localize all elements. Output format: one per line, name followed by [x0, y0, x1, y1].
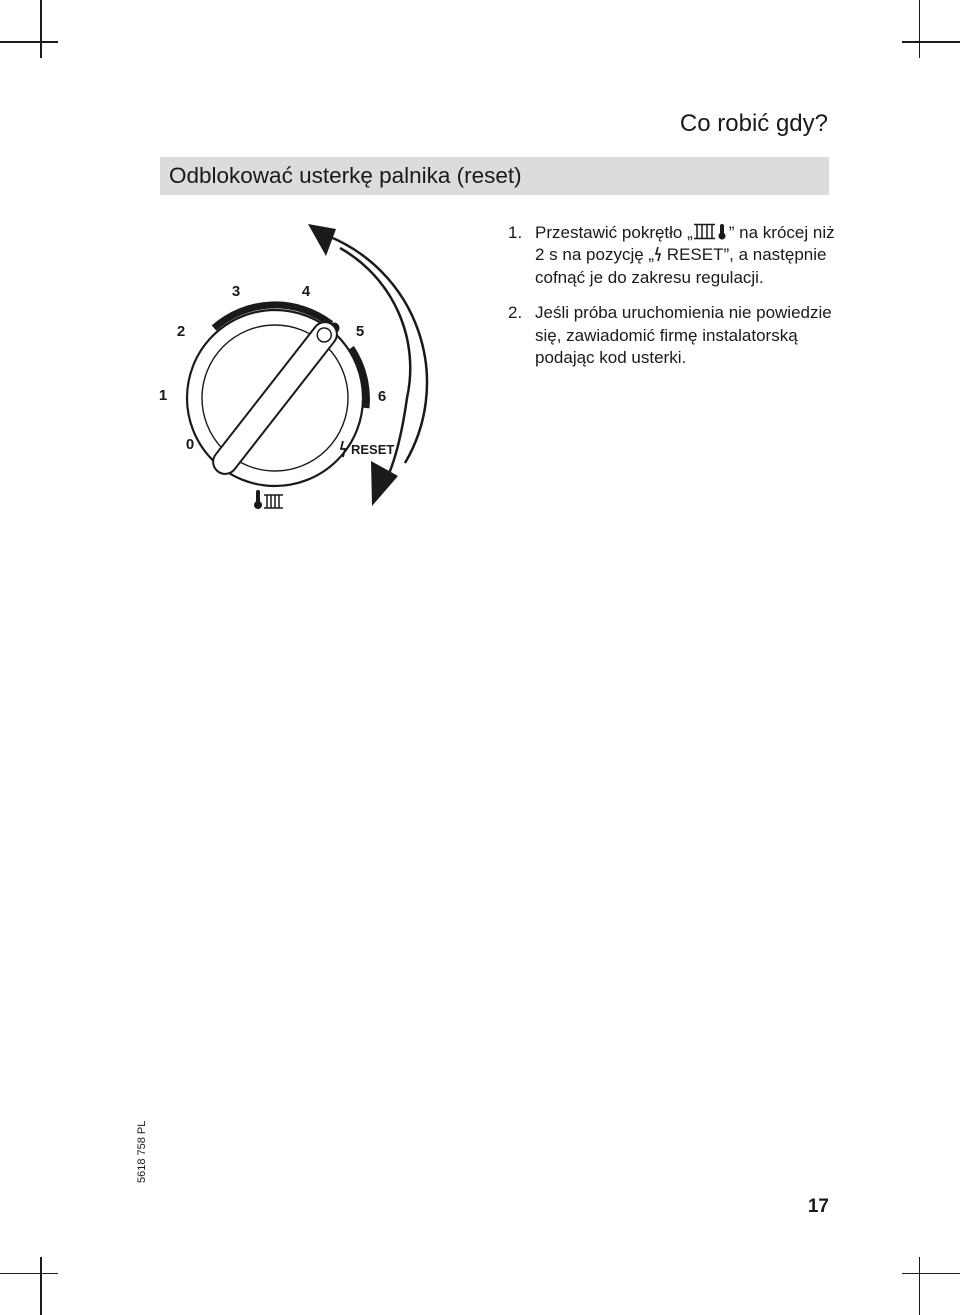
step-text-part: ” na krócej niż 2 s na pozycję „ — [535, 223, 835, 265]
return-arrow-icon — [371, 461, 398, 506]
section-title: Co robić gdy? — [679, 110, 828, 137]
step-number: 1. — [508, 223, 523, 242]
dial-label-0: 0 — [185, 436, 195, 453]
step-text-part: RESET”, a następnie cofnąć je do zakresu regulacji. — [535, 245, 827, 287]
crop-mark — [40, 1257, 42, 1315]
dial-label-4: 4 — [301, 283, 311, 300]
step-text-part: Przestawić pokrętło „ — [535, 223, 693, 242]
step-text: Jeśli próba uruchomienia nie powiedzie się, zawiadomić firmę instalatorską podając kod usterki. — [535, 303, 832, 368]
dial-figure — [150, 218, 450, 523]
crop-mark — [902, 41, 960, 43]
thermometer-icon — [254, 490, 262, 509]
radiator-icon — [264, 495, 283, 508]
dial-label-2: 2 — [176, 323, 186, 340]
reset-range-arc — [351, 348, 366, 408]
dial-illustration — [150, 218, 450, 518]
rotation-arrow-line — [328, 236, 427, 463]
rotation-arrow-icon — [308, 224, 336, 256]
instruction-step — [508, 302, 838, 369]
step-text — [535, 222, 838, 289]
crop-mark — [919, 0, 921, 58]
header-bar — [160, 157, 829, 195]
crop-mark — [0, 1273, 58, 1275]
page-number: 17 — [807, 1196, 829, 1217]
dial-label-1: 1 — [158, 387, 168, 404]
document-code: 5618 758 PL — [136, 1120, 148, 1183]
instruction-step — [508, 222, 838, 289]
crop-mark — [0, 41, 58, 43]
crop-mark — [919, 1257, 921, 1315]
dial-label-6: 6 — [377, 388, 387, 405]
dial-label-3: 3 — [231, 283, 241, 300]
dial-reset-label: RESET — [351, 442, 395, 457]
lightning-icon — [654, 246, 662, 262]
header-title: Odblokować usterkę palnika (reset) — [169, 163, 522, 188]
step-number: 2. — [508, 303, 523, 323]
dial-label-5: 5 — [355, 323, 365, 340]
crop-mark — [902, 1273, 960, 1275]
instruction-list — [508, 222, 838, 369]
radiator-thermometer-icon — [693, 223, 729, 240]
crop-mark — [40, 0, 42, 58]
